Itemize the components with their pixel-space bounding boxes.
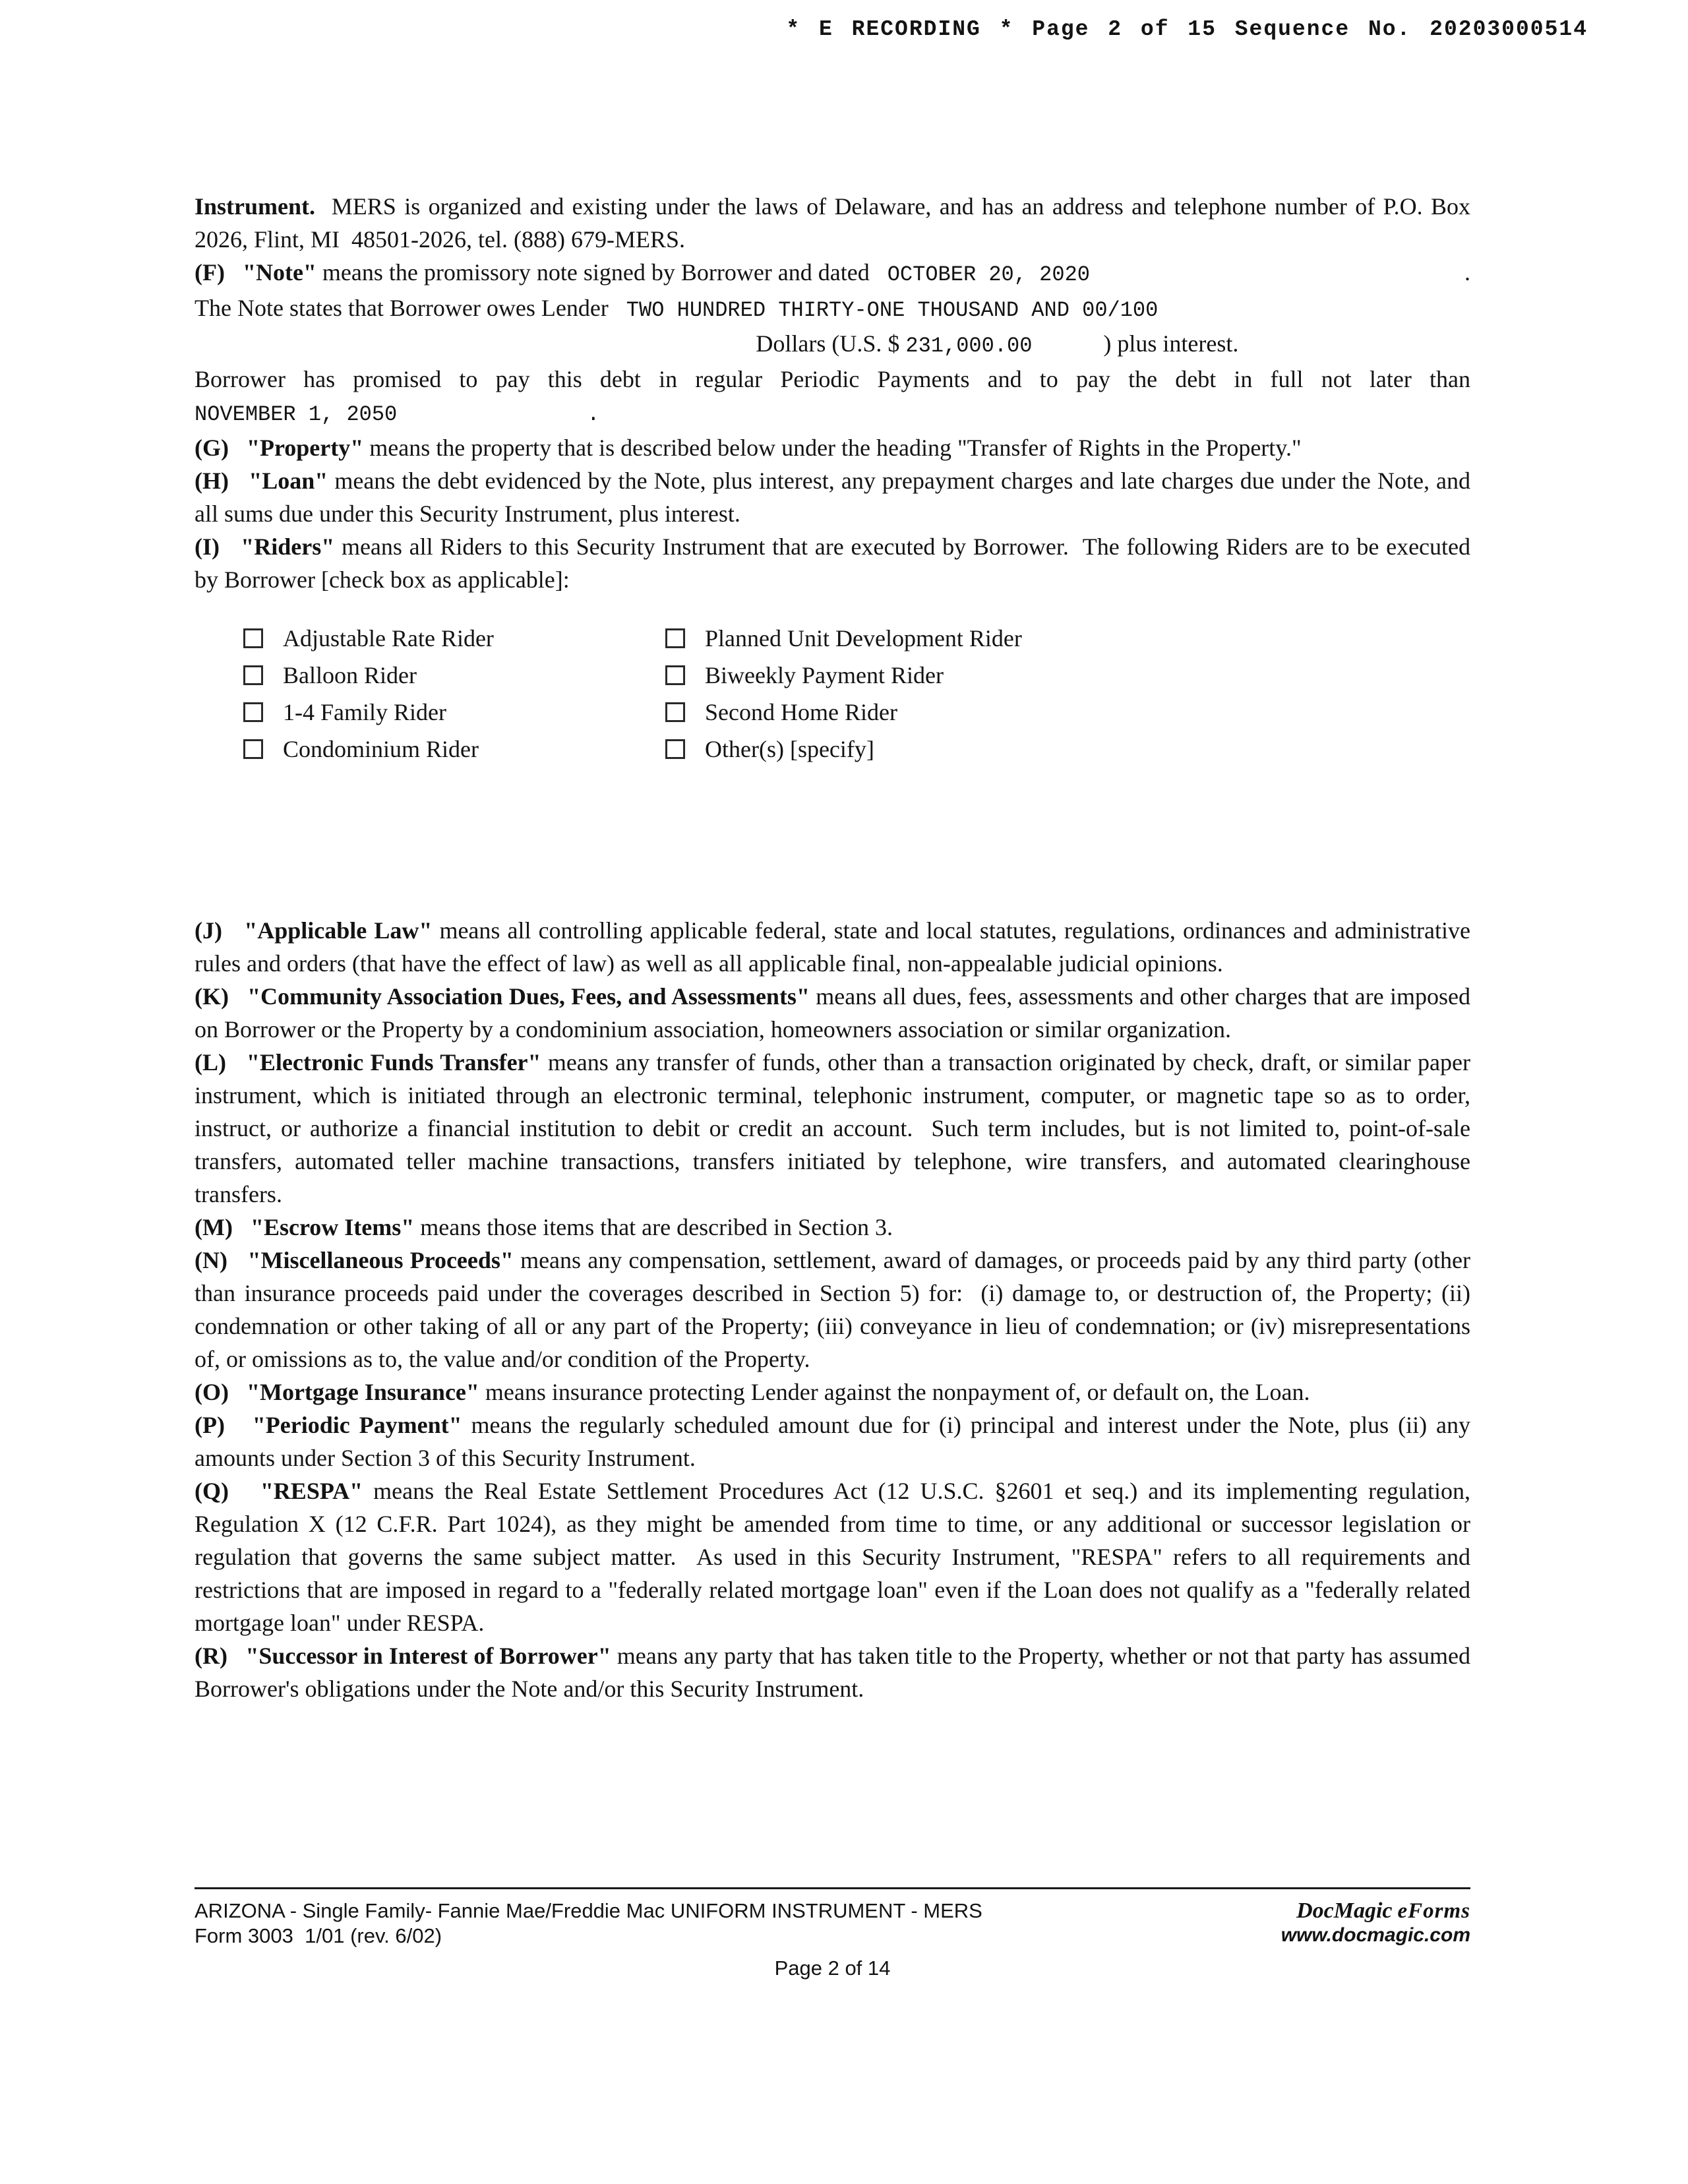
paragraph-i-riders: (I) "Riders" means all Riders to this Security Instrument that are executed by Borrower. The following Riders are to be executed by Borrower [check box as applicable]: xyxy=(195,533,1471,593)
balloon-rider-checkbox[interactable] xyxy=(243,665,263,685)
page-footer xyxy=(195,1887,1470,1980)
biweekly-payment-rider-checkbox[interactable] xyxy=(665,665,685,685)
rider-other xyxy=(665,731,1470,768)
one-four-family-rider-checkbox[interactable] xyxy=(243,702,263,722)
paragraph-g-property: (G) "Property" means the property that is described below under the heading "Transfer of Rights in the Property." xyxy=(195,435,1302,461)
paragraph-o-mortgage-insurance: (O) "Mortgage Insurance" means insurance protecting Lender against the nonpayment of, or default on, the Loan. xyxy=(195,1379,1310,1405)
footer-divider xyxy=(195,1887,1470,1889)
footer-form-number: Form 3003 1/01 (rev. 6/02) xyxy=(195,1924,442,1947)
docmagic-eforms-text: eForms xyxy=(1397,1899,1470,1923)
planned-unit-development-rider-checkbox[interactable] xyxy=(665,628,685,648)
paragraph-f-line-4: Borrower has promised to pay this debt in regular Periodic Payments and to pay the debt in full not later than xyxy=(195,366,1470,392)
paragraph-k-community-dues: (K) "Community Association Dues, Fees, and Assessments" means all dues, fees, assessments and other charges that are imposed on Borrower or the Property by a condominium association, homeowners association or similar organization. xyxy=(195,983,1470,1043)
paragraph-f-line-2: The Note states that Borrower owes Lender TWO HUNDRED THIRTY-ONE THOUSAND AND 00/100 xyxy=(195,295,1159,322)
page-number: Page 2 of 14 xyxy=(774,1957,891,1980)
rider-label: Other(s) [specify] xyxy=(705,736,874,762)
paragraph-n-miscellaneous-proceeds: (N) "Miscellaneous Proceeds" means any compensation, settlement, award of damages, or proceeds paid by any third party (other than insurance proceeds paid under the coverages described in Section 5) for: (i) damage to, or destruction of, the Property; (ii) condemnation or other taking of all or any part of the Property; (iii) conveyance in lieu of condemnation; or (iv) misrepresentations of, or omissions as to, the value and/or condition of the Property. xyxy=(195,1247,1471,1372)
rider-label: Biweekly Payment Rider xyxy=(705,662,944,688)
condominium-rider-checkbox[interactable] xyxy=(243,739,263,759)
rider-adjustable-rate xyxy=(243,620,665,657)
footer-form-info xyxy=(195,1898,982,1949)
paragraph-p-periodic-payment: (P) "Periodic Payment" means the regularly scheduled amount due for (i) principal and interest under the Note, plus (ii) any amounts under Section 3 of this Security Instrument. xyxy=(195,1412,1470,1471)
rider-second-home xyxy=(665,694,1470,731)
blank-space xyxy=(195,768,1470,914)
rider-label: Second Home Rider xyxy=(705,699,897,725)
rider-condominium xyxy=(243,731,665,768)
other-rider-checkbox[interactable] xyxy=(665,739,685,759)
rider-one-four-family xyxy=(243,694,665,731)
paragraph-f-line-3: Dollars (U.S. $ 231,000.00 ) plus interest. xyxy=(756,330,1239,358)
paragraph-instrument: Instrument. MERS is organized and existing under the laws of Delaware, and has an address and telephone number of P.O. Box 2026, Flint, MI 48501-2026, tel. (888) 679-MERS. xyxy=(195,193,1470,253)
paragraph-q-respa: (Q) "RESPA" means the Real Estate Settlement Procedures Act (12 U.S.C. §2601 et seq.) and its implementing regulation, Regulation X (12 C.F.R. Part 1024), as they might be amended from time to time, or any additional or successor legislation or regulation that governs the same subject matter. As used in this Security Instrument, "RESPA" refers to all requirements and restrictions that are imposed in regard to a "federally related mortgage loan" even if the Loan does not qualify as a "federally related mortgage loan" under RESPA. xyxy=(195,1478,1470,1636)
rider-biweekly-payment xyxy=(665,657,1470,694)
paragraph-j-applicable-law: (J) "Applicable Law" means all controlling applicable federal, state and local statutes, regulations, ordinances and administrative rules and orders (that have the effect of law) as well as all applicable final, non-appealable judicial opinions. xyxy=(195,917,1471,977)
paragraph-r-successor-in-interest: (R) "Successor in Interest of Borrower" means any party that has taken title to the Property, whether or not that party has assumed Borrower's obligations under the Note and/or this Security Instrument. xyxy=(195,1643,1470,1702)
footer-brand-block xyxy=(1281,1898,1470,1947)
docmagic-logo-text: DocMagic xyxy=(1296,1898,1393,1923)
docmagic-logo xyxy=(1281,1898,1470,1924)
footer-instrument-name: ARIZONA - Single Family- Fannie Mae/Freddie Mac UNIFORM INSTRUMENT - MERS xyxy=(195,1899,982,1922)
rider-label: Adjustable Rate Rider xyxy=(283,625,494,652)
paragraph-f-line-5: NOVEMBER 1, 2050 . xyxy=(195,402,600,427)
rider-label: Balloon Rider xyxy=(283,662,417,688)
e-recording-header: * E RECORDING * Page 2 of 15 Sequence No. 20203000514 xyxy=(786,17,1588,42)
adjustable-rate-rider-checkbox[interactable] xyxy=(243,628,263,648)
rider-label: 1-4 Family Rider xyxy=(283,699,446,725)
rider-planned-unit-development xyxy=(665,620,1470,657)
docmagic-url: www.docmagic.com xyxy=(1281,1924,1470,1946)
rider-label: Condominium Rider xyxy=(283,736,479,762)
paragraph-l-electronic-funds-transfer: (L) "Electronic Funds Transfer" means any transfer of funds, other than a transaction originated by check, draft, or similar paper instrument, which is initiated through an electronic terminal, telephonic instrument, computer, or magnetic tape so as to order, instruct, or authorize a financial institution to debit or credit an account. Such term includes, but is not limited to, point-of-sale transfers, automated teller machine transactions, transfers initiated by telephone, wire transfers, and automated clearinghouse transfers. xyxy=(195,1049,1470,1207)
paragraph-f-line-1: (F) "Note" means the promissory note signed by Borrower and dated OCTOBER 20, 2020 . xyxy=(195,259,1470,287)
rider-balloon xyxy=(243,657,665,694)
document-body xyxy=(195,190,1470,1705)
paragraph-f-note xyxy=(195,256,1470,431)
paragraph-m-escrow-items: (M) "Escrow Items" means those items that are described in Section 3. xyxy=(195,1214,893,1240)
rider-label: Planned Unit Development Rider xyxy=(705,625,1022,652)
second-home-rider-checkbox[interactable] xyxy=(665,702,685,722)
paragraph-h-loan: (H) "Loan" means the debt evidenced by the Note, plus interest, any prepayment charges and late charges due under the Note, and all sums due under this Security Instrument, plus interest. xyxy=(195,468,1471,527)
riders-checklist xyxy=(243,620,1470,768)
